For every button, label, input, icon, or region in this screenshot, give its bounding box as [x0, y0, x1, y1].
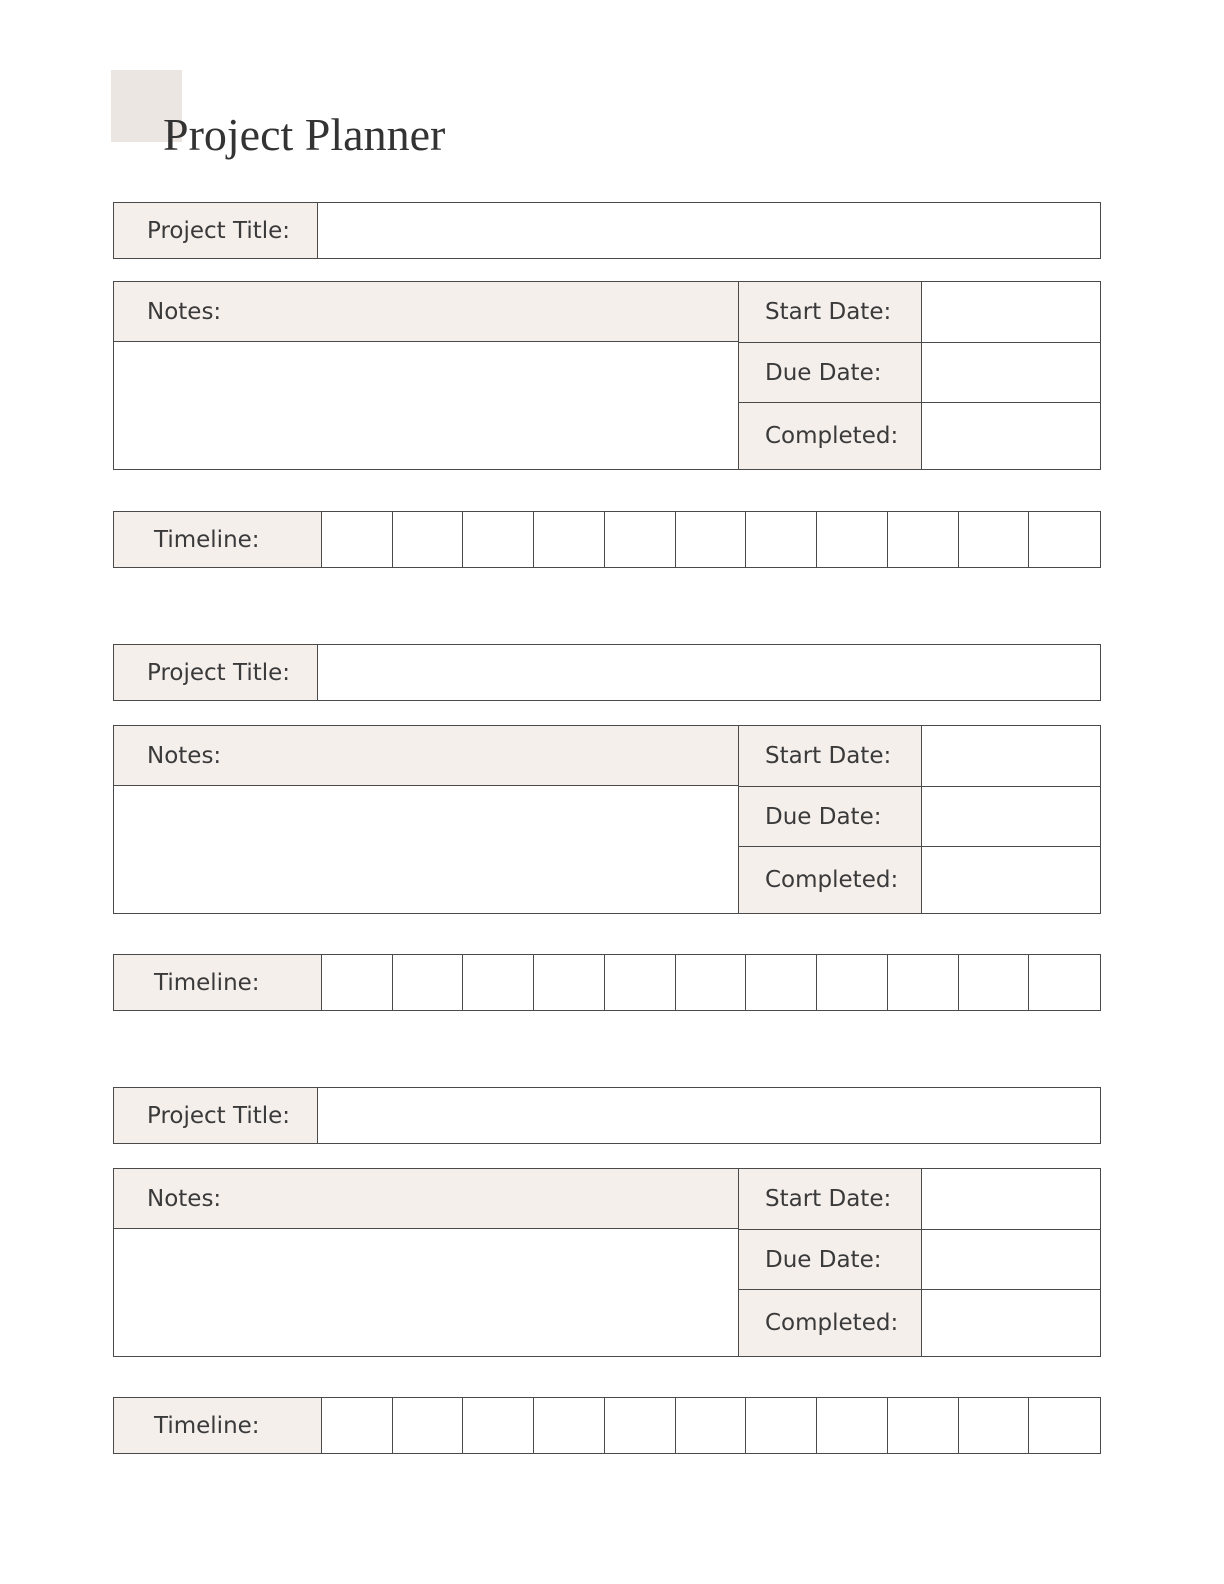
- notes-label: Notes:: [114, 282, 738, 342]
- timeline-cell-5[interactable]: [605, 955, 676, 1010]
- notes-field[interactable]: [114, 1230, 738, 1356]
- timeline-label: Timeline:: [114, 1398, 322, 1453]
- start-date-label: Start Date:: [739, 282, 922, 342]
- completed-label: Completed:: [739, 847, 922, 913]
- timeline-cell-6[interactable]: [676, 512, 747, 567]
- notes-field[interactable]: [114, 343, 738, 469]
- due-date-row: [739, 787, 1101, 847]
- timeline-cell-9[interactable]: [888, 512, 959, 567]
- page-title: Project Planner: [163, 109, 446, 160]
- timeline-cell-10[interactable]: [959, 955, 1030, 1010]
- timeline-cell-3[interactable]: [463, 955, 534, 1010]
- start-date-row: [739, 726, 1101, 787]
- dates-column: [738, 1169, 1101, 1356]
- start-date-row: [739, 282, 1101, 343]
- completed-field[interactable]: [923, 1290, 1101, 1356]
- timeline-cell-3[interactable]: [463, 1398, 534, 1453]
- notes-dates-block: [113, 1168, 1101, 1357]
- timeline-cell-6[interactable]: [676, 1398, 747, 1453]
- project-title-label: Project Title:: [114, 203, 318, 258]
- completed-label: Completed:: [739, 1290, 922, 1356]
- timeline-cell-9[interactable]: [888, 955, 959, 1010]
- start-date-field[interactable]: [923, 726, 1101, 786]
- timeline-cell-10[interactable]: [959, 1398, 1030, 1453]
- completed-row: [739, 847, 1101, 913]
- timeline-label: Timeline:: [114, 512, 322, 567]
- timeline-cell-1[interactable]: [322, 1398, 393, 1453]
- timeline-cell-2[interactable]: [393, 955, 464, 1010]
- notes-field[interactable]: [114, 787, 738, 913]
- timeline-cell-11[interactable]: [1029, 955, 1100, 1010]
- timeline-row: [113, 1397, 1101, 1454]
- dates-column: [738, 282, 1101, 469]
- due-date-field[interactable]: [923, 1230, 1101, 1289]
- notes-dates-block: [113, 281, 1101, 470]
- timeline-cell-8[interactable]: [817, 955, 888, 1010]
- due-date-field[interactable]: [923, 787, 1101, 846]
- timeline-cell-11[interactable]: [1029, 512, 1100, 567]
- timeline-cell-8[interactable]: [817, 512, 888, 567]
- timeline-cell-5[interactable]: [605, 512, 676, 567]
- completed-field[interactable]: [923, 847, 1101, 913]
- due-date-row: [739, 1230, 1101, 1290]
- project-title-row: [113, 644, 1101, 701]
- timeline-cell-8[interactable]: [817, 1398, 888, 1453]
- timeline-cell-6[interactable]: [676, 955, 747, 1010]
- due-date-row: [739, 343, 1101, 403]
- timeline-cell-1[interactable]: [322, 955, 393, 1010]
- due-date-label: Due Date:: [739, 787, 922, 846]
- timeline-cell-4[interactable]: [534, 955, 605, 1010]
- completed-label: Completed:: [739, 403, 922, 469]
- due-date-field[interactable]: [923, 343, 1101, 402]
- timeline-label: Timeline:: [114, 955, 322, 1010]
- timeline-cell-1[interactable]: [322, 512, 393, 567]
- start-date-label: Start Date:: [739, 726, 922, 786]
- dates-column: [738, 726, 1101, 913]
- timeline-cell-4[interactable]: [534, 1398, 605, 1453]
- timeline-cell-7[interactable]: [746, 955, 817, 1010]
- project-title-label: Project Title:: [114, 645, 318, 700]
- project-title-row: [113, 202, 1101, 259]
- notes-dates-block: [113, 725, 1101, 914]
- project-title-field[interactable]: [319, 1088, 1100, 1143]
- project-title-label: Project Title:: [114, 1088, 318, 1143]
- project-title-field[interactable]: [319, 203, 1100, 258]
- notes-label: Notes:: [114, 1169, 738, 1229]
- timeline-cell-11[interactable]: [1029, 1398, 1100, 1453]
- start-date-row: [739, 1169, 1101, 1230]
- timeline-cell-3[interactable]: [463, 512, 534, 567]
- timeline-cell-5[interactable]: [605, 1398, 676, 1453]
- start-date-field[interactable]: [923, 1169, 1101, 1229]
- project-title-field[interactable]: [319, 645, 1100, 700]
- timeline-row: [113, 954, 1101, 1011]
- timeline-cell-7[interactable]: [746, 512, 817, 567]
- timeline-cell-4[interactable]: [534, 512, 605, 567]
- timeline-cell-10[interactable]: [959, 512, 1030, 567]
- notes-label: Notes:: [114, 726, 738, 786]
- completed-field[interactable]: [923, 403, 1101, 469]
- start-date-label: Start Date:: [739, 1169, 922, 1229]
- completed-row: [739, 1290, 1101, 1356]
- timeline-cell-9[interactable]: [888, 1398, 959, 1453]
- timeline-cell-7[interactable]: [746, 1398, 817, 1453]
- completed-row: [739, 403, 1101, 469]
- due-date-label: Due Date:: [739, 1230, 922, 1289]
- project-title-row: [113, 1087, 1101, 1144]
- timeline-cell-2[interactable]: [393, 1398, 464, 1453]
- start-date-field[interactable]: [923, 282, 1101, 342]
- due-date-label: Due Date:: [739, 343, 922, 402]
- timeline-row: [113, 511, 1101, 568]
- timeline-cell-2[interactable]: [393, 512, 464, 567]
